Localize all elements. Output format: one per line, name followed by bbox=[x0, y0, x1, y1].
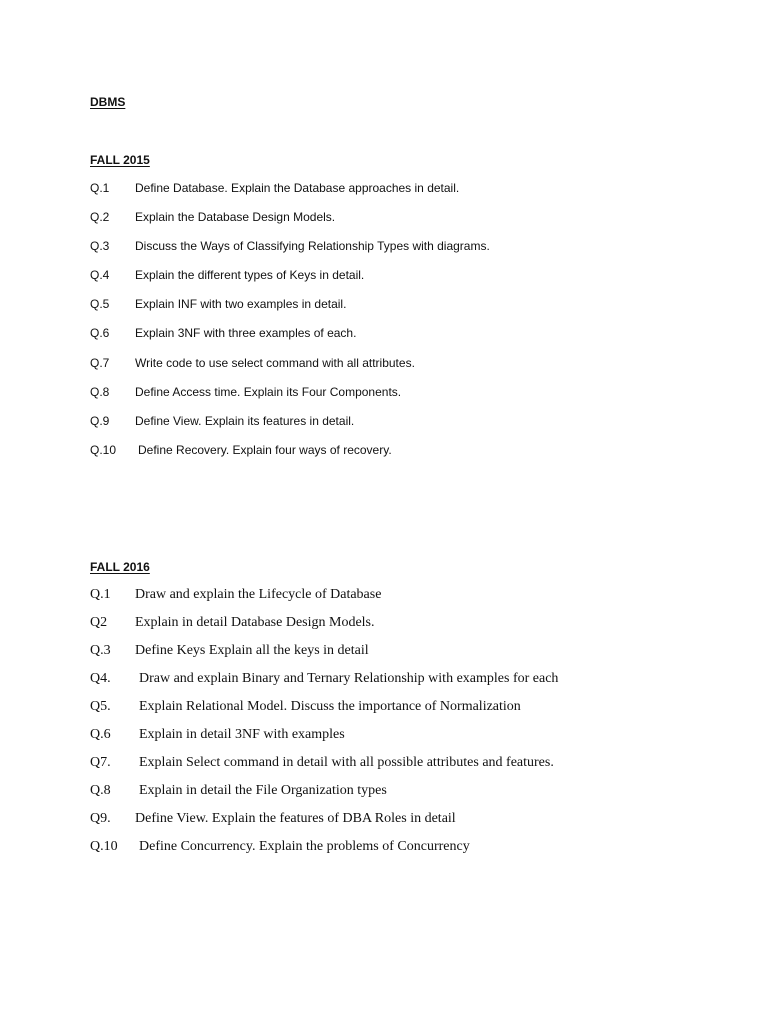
question-text: Define Database. Explain the Database approaches in detail. bbox=[135, 181, 460, 195]
question-text: Define Keys Explain all the keys in detail bbox=[135, 643, 369, 658]
question-number: Q.1 bbox=[90, 587, 111, 602]
question-text: Define View. Explain the features of DBA Roles in detail bbox=[135, 811, 456, 826]
question-number: Q.7 bbox=[90, 355, 110, 370]
question-number: Q.8 bbox=[90, 783, 111, 798]
question-text: Draw and explain Binary and Ternary Relationship with examples for each bbox=[139, 671, 559, 686]
question-text: Draw and explain the Lifecycle of Database bbox=[135, 587, 382, 602]
question-number: Q.8 bbox=[90, 384, 110, 399]
question-text: Explain INF with two examples in detail. bbox=[135, 297, 347, 312]
question-text: Explain in detail the File Organization types bbox=[139, 783, 387, 798]
question-number: Q.1 bbox=[90, 181, 110, 195]
document-title: DBMS bbox=[90, 95, 126, 109]
question-number: Q.6 bbox=[90, 326, 110, 341]
question-number: Q.2 bbox=[90, 210, 110, 225]
question-number: Q7. bbox=[90, 755, 111, 770]
question-text: Explain 3NF with three examples of each. bbox=[135, 326, 357, 341]
question-text: Write code to use select command with all attributes. bbox=[135, 355, 415, 370]
question-number: Q.3 bbox=[90, 239, 110, 254]
question-number: Q2 bbox=[90, 615, 108, 630]
question-text: Define Access time. Explain its Four Components. bbox=[135, 384, 402, 399]
question-number: Q9. bbox=[90, 811, 111, 826]
question-text: Explain the Database Design Models. bbox=[135, 210, 336, 225]
question-text: Discuss the Ways of Classifying Relationship Types with diagrams. bbox=[135, 239, 490, 254]
question-number: Q.10 bbox=[90, 442, 117, 457]
question-text: Define Recovery. Explain four ways of recovery. bbox=[138, 442, 392, 457]
question-text: Explain in detail Database Design Models. bbox=[135, 615, 375, 630]
question-number: Q.3 bbox=[90, 643, 111, 658]
question-text: Define View. Explain its features in detail. bbox=[135, 413, 355, 428]
question-text: Explain in detail 3NF with examples bbox=[139, 727, 345, 742]
section-heading-fall-2015: FALL 2015 bbox=[90, 153, 150, 167]
question-number: Q.9 bbox=[90, 413, 110, 428]
question-number: Q.10 bbox=[90, 839, 118, 854]
section-heading-fall-2016: FALL 2016 bbox=[90, 560, 150, 574]
question-number: Q.6 bbox=[90, 727, 111, 742]
question-text: Explain Relational Model. Discuss the importance of Normalization bbox=[139, 699, 521, 714]
question-text: Explain Select command in detail with all possible attributes and features. bbox=[139, 755, 554, 770]
question-number: Q4. bbox=[90, 671, 111, 686]
question-number: Q5. bbox=[90, 699, 111, 714]
question-text: Explain the different types of Keys in detail. bbox=[135, 268, 365, 283]
question-number: Q.4 bbox=[90, 268, 110, 283]
question-text: Define Concurrency. Explain the problems of Concurrency bbox=[139, 839, 470, 854]
question-number: Q.5 bbox=[90, 297, 110, 312]
